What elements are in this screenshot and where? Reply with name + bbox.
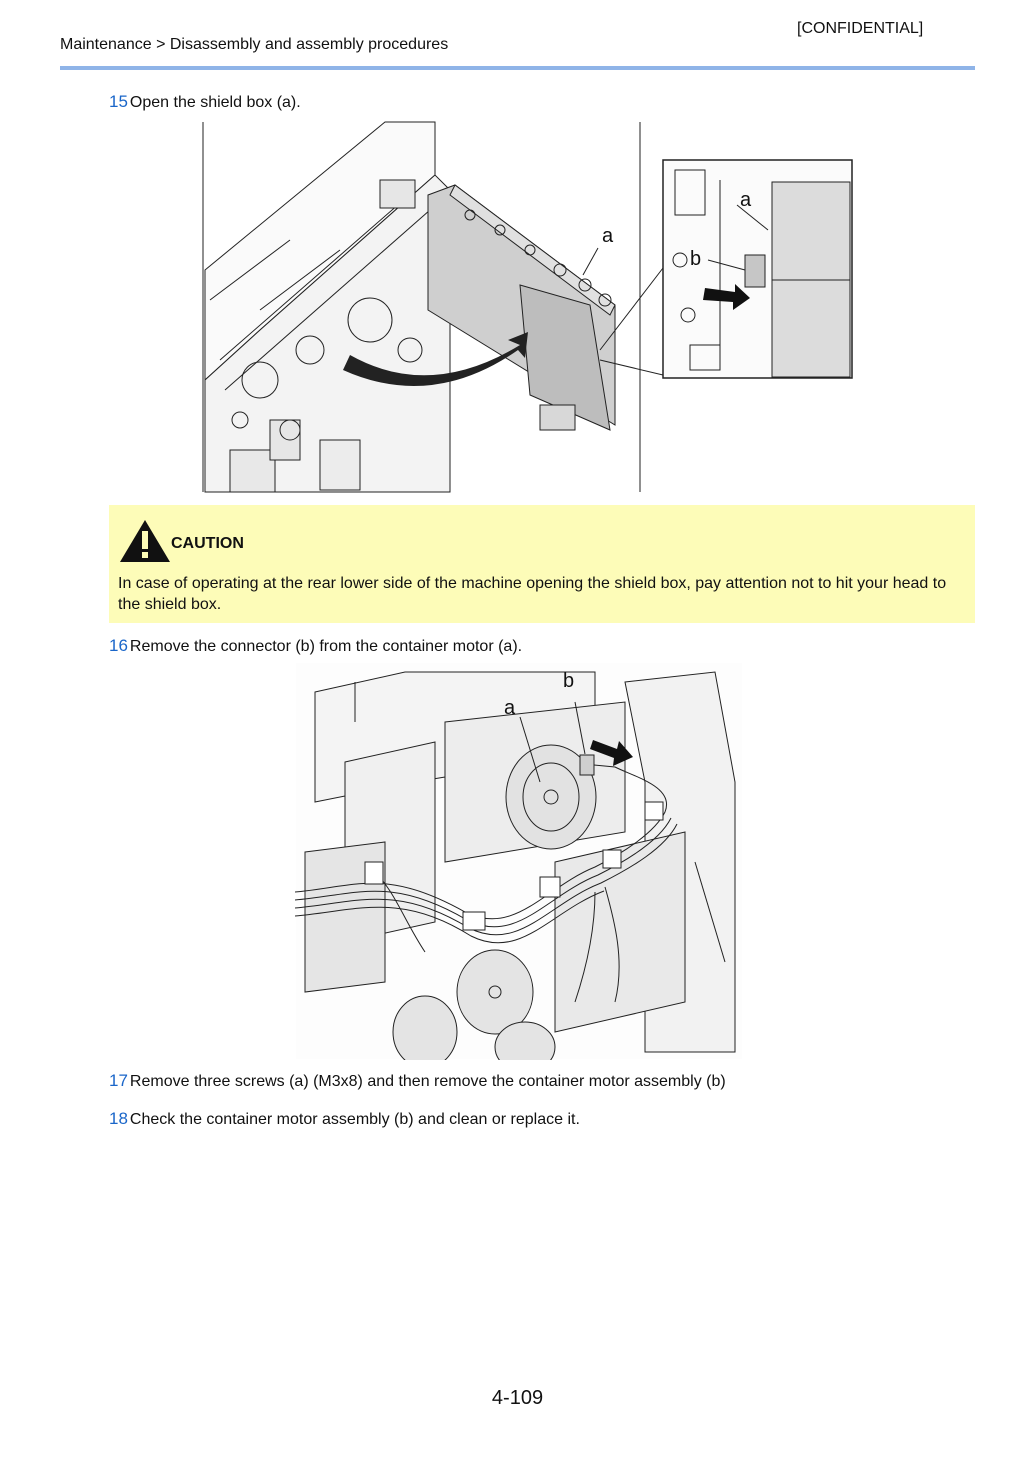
step-18 [109, 1109, 580, 1129]
confidential-label: [CONFIDENTIAL] [797, 20, 924, 37]
breadcrumb: Maintenance > Disassembly and assembly procedures [60, 36, 449, 53]
header-rule [60, 66, 975, 70]
step-text: Open the shield box (a). [129, 94, 301, 111]
step-number: 15 [109, 92, 128, 111]
caution-title: CAUTION [171, 535, 244, 552]
step-text: Remove three screws (a) (M3x8) and then remove the container motor assembly (b) [129, 1073, 726, 1090]
step-text: Check the container motor assembly (b) and clean or replace it. [129, 1111, 580, 1128]
step-number: 17 [109, 1071, 128, 1090]
step-16 [109, 636, 522, 656]
label-a-main: a [602, 225, 614, 247]
page-number: 4-109 [491, 1387, 544, 1409]
step-number: 16 [109, 636, 128, 655]
label-a-inset: a [740, 189, 752, 211]
figure-remove-connector [295, 662, 743, 1060]
caution-text: In case of operating at the rear lower side of the machine opening the shield box, pay attention not to hit your head to the shield box. [118, 575, 947, 613]
label-b: b [563, 670, 575, 692]
step-text: Remove the connector (b) from the container motor (a). [129, 638, 523, 655]
caution-box [109, 505, 975, 623]
label-b-inset: b [690, 248, 702, 270]
step-17 [109, 1071, 726, 1091]
figure-open-shield-box [200, 120, 860, 495]
step-15 [109, 92, 301, 112]
label-a: a [504, 697, 516, 719]
warning-icon [119, 519, 171, 563]
step-number: 18 [109, 1109, 128, 1128]
